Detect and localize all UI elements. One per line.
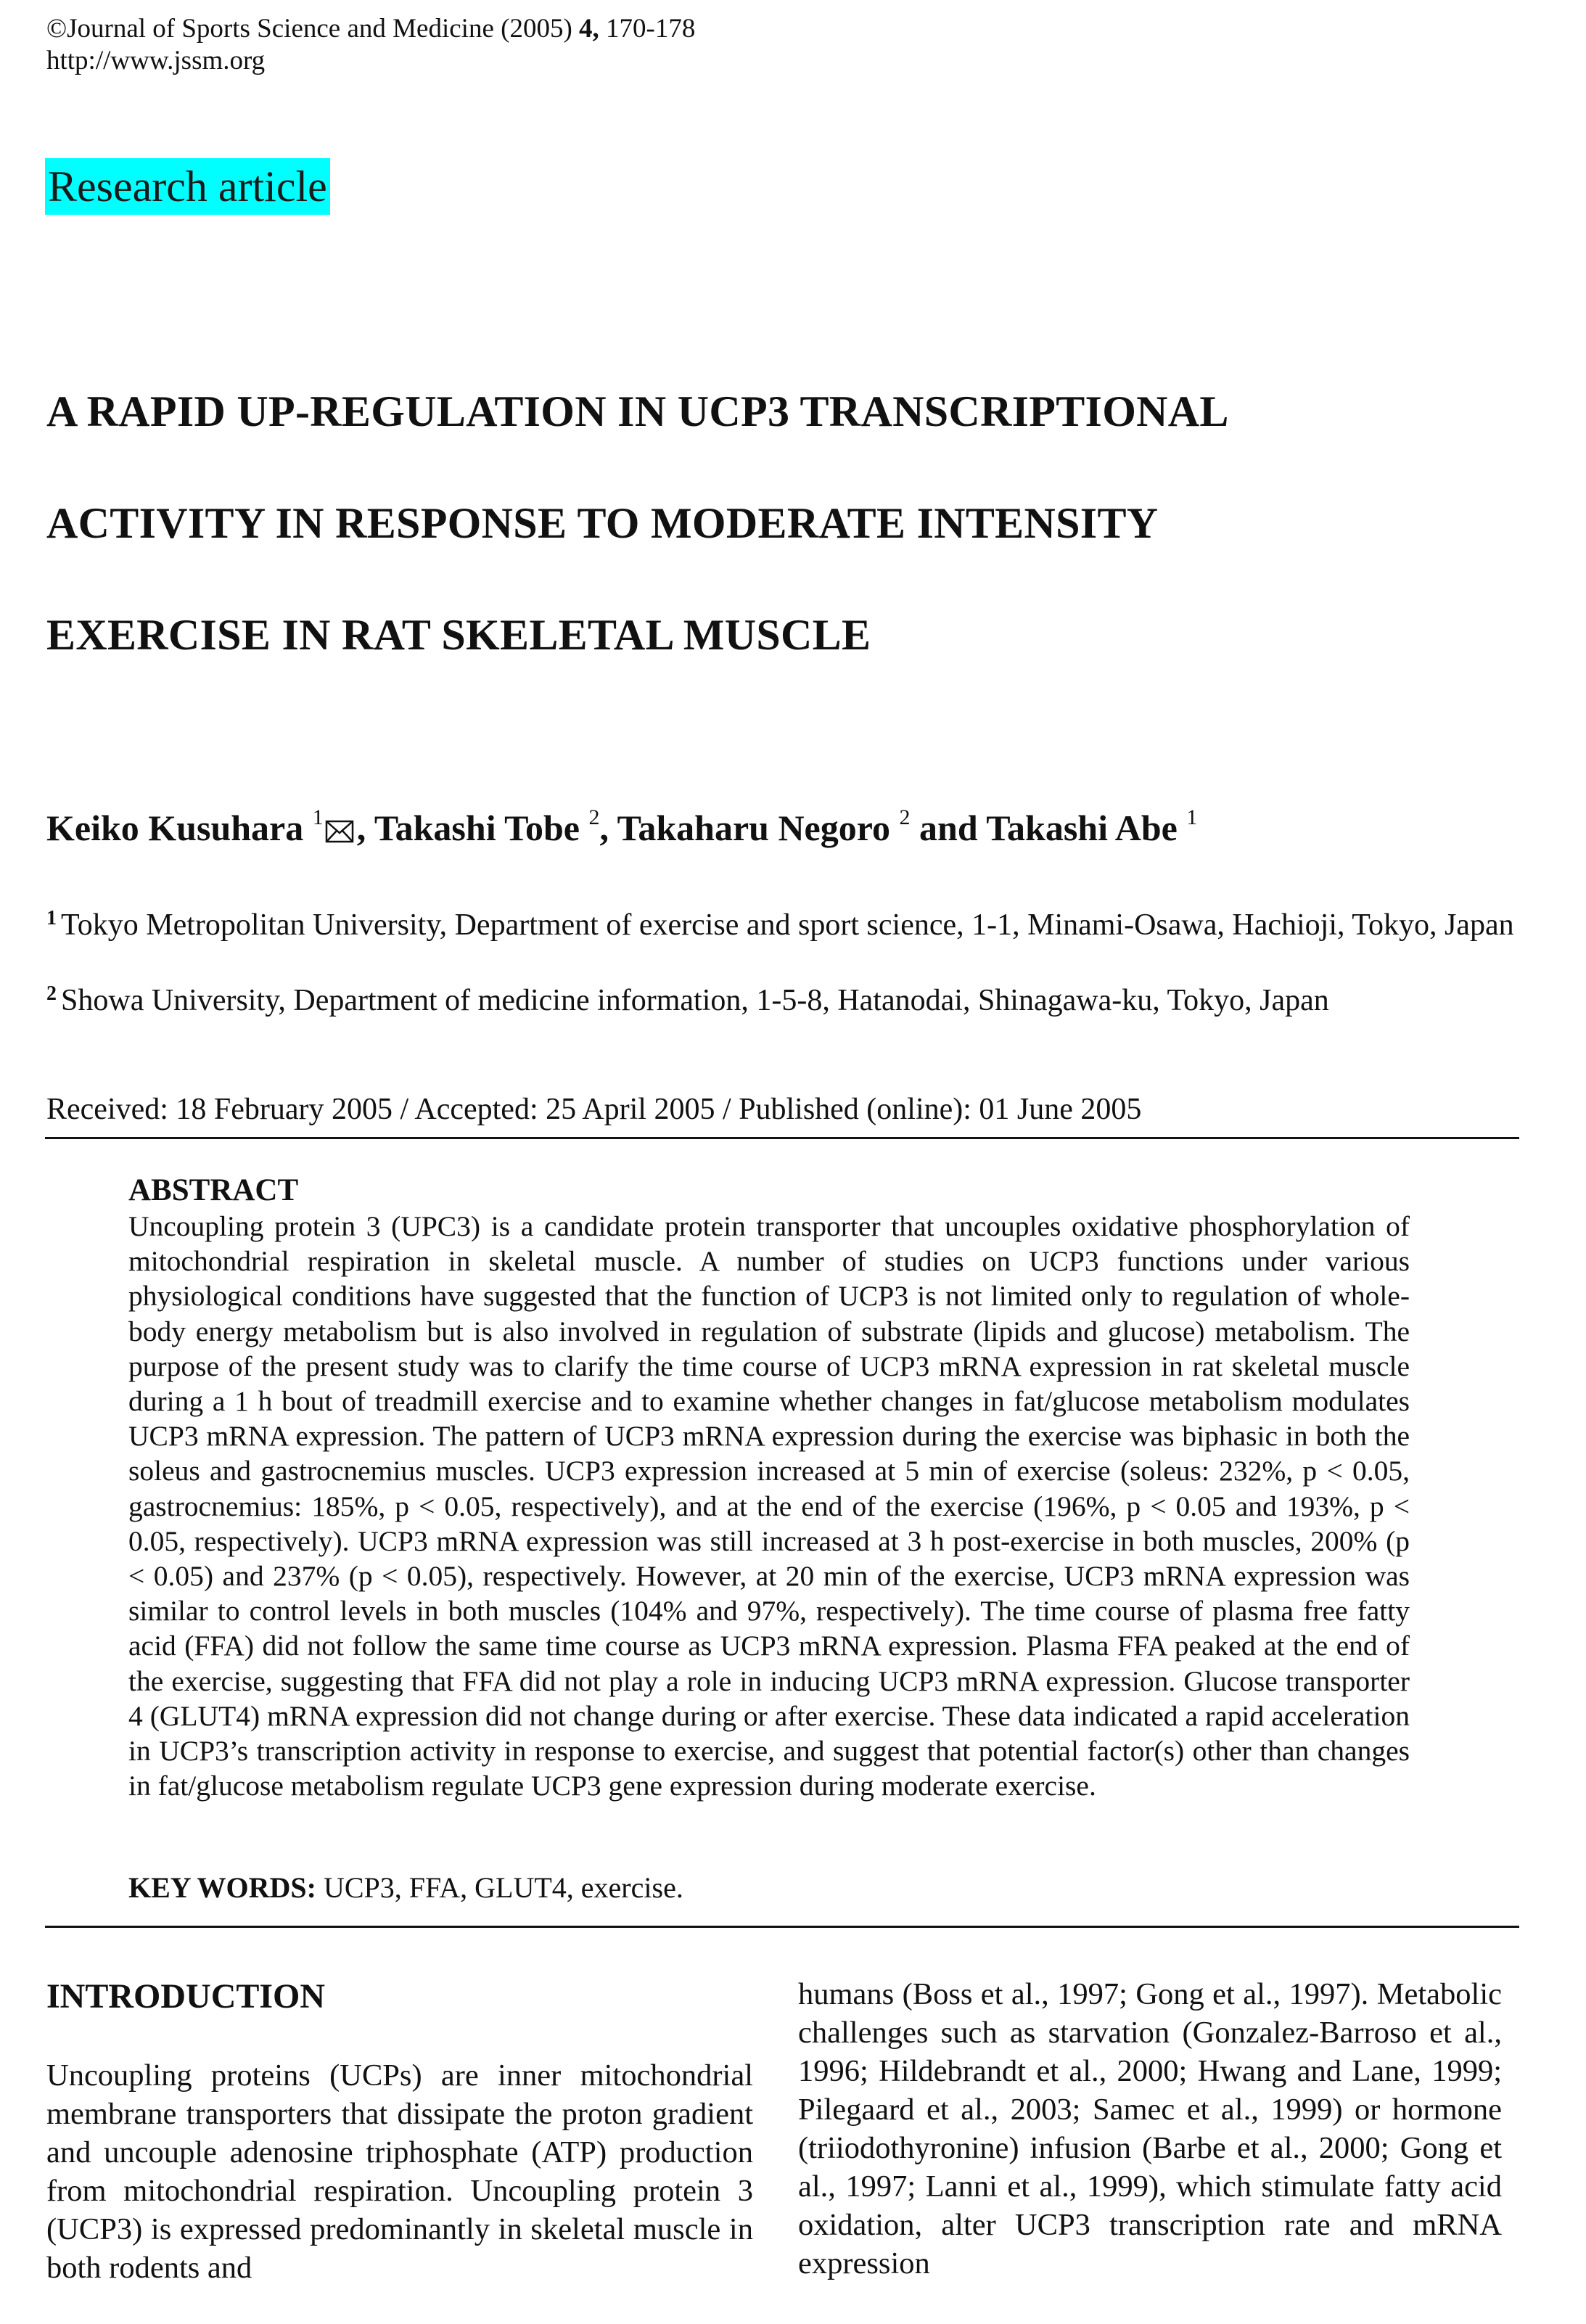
publication-dates: Received: 18 February 2005 / Accepted: 25 April 2005 / Published (online): 01 June 2005 [46, 1093, 1142, 1126]
author-name: Keiko Kusuhara [46, 808, 313, 848]
keywords [128, 1871, 683, 1905]
author-name: Takaharu Negoro [617, 808, 900, 848]
author-list [46, 805, 1197, 852]
author-affil-mark: 2 [899, 805, 911, 829]
author-name: Takashi Abe [986, 808, 1187, 848]
journal-volume: 4, [579, 14, 599, 44]
article-title [46, 356, 1541, 691]
author-affil-mark: 2 [588, 805, 600, 829]
affiliation-1 [46, 900, 1541, 944]
article-type-badge: Research article [45, 158, 330, 215]
abstract-text: Uncoupling protein 3 (UPC3) is a candidate protein transporter that uncouples oxidative phosphorylation of mitochondrial respiration in skeletal muscle. A number of studies on UCP3 functions under various physiological conditions have suggested that the function of UCP3 is not limited only to regulation of whole-body energy metabolism but is also involved in regulation of substrate (lipids and glucose) metabolism. The purpose of the present study was to clarify the time course of UCP3 mRNA expression in rat skeletal muscle during a 1 h bout of treadmill exercise and to examine whether changes in fat/glucose metabolism modulates UCP3 mRNA expression. The pattern of UCP3 mRNA expression during the exercise was biphasic in both the soleus and gastrocnemius muscles. UCP3 expression increased at 5 min of exercise (soleus: 232%, p < 0.05, gastrocnemius: 185%, p < 0.05, respectively), and at the end of the exercise (196%, p < 0.05 and 193%, p < 0.05, respectively). UCP3 mRNA expression was still increased at 3 h post-exercise in both muscles, 200% (p < 0.05) and 237% (p < 0.05), respectively. However, at 20 min of the exercise, UCP3 mRNA expression was similar to control levels in both muscles (104% and 97%, respectively). The time course of plasma free fatty acid (FFA) did not follow the same time course as UCP3 mRNA expression. Plasma FFA peaked at the end of the exercise, suggesting that FFA did not play a role in inducing UCP3 mRNA expression. Glucose transporter 4 (GLUT4) mRNA expression did not change during or after exercise. These data indicated a rapid acceleration in UCP3’s transcription activity in response to exercise, and suggest that potential factor(s) other than changes in fat/glucose metabolism regulate UCP3 gene expression during moderate exercise. [128, 1210, 1410, 1802]
author-name: Takashi Tobe [374, 808, 589, 848]
body-column-left [46, 1975, 753, 2287]
divider-bottom [45, 1926, 1519, 1928]
affiliation-2 [46, 975, 1541, 1019]
affiliation-number: 1 [46, 907, 57, 929]
title-line-1: A RAPID UP-REGULATION IN UCP3 TRANSCRIPTIONAL [46, 387, 1229, 435]
journal-citation [46, 13, 695, 45]
author-separator: , [599, 808, 617, 848]
journal-url[interactable]: http://www.jssm.org [46, 46, 266, 75]
author-affil-mark: 1 [312, 805, 324, 829]
author-separator: and [910, 808, 987, 848]
affiliation-text: Tokyo Metropolitan University, Department of exercise and sport science, 1-1, Minami-Osawa, Hachioji, Tokyo, Japan [61, 908, 1514, 942]
author-affil-mark: 1 [1186, 805, 1198, 829]
author-separator: , [356, 808, 374, 848]
journal-pages: 170-178 [599, 14, 696, 44]
divider-top [45, 1137, 1519, 1139]
keywords-text: UCP3, FFA, GLUT4, exercise. [316, 1871, 683, 1904]
title-line-3: EXERCISE IN RAT SKELETAL MUSCLE [46, 611, 871, 659]
keywords-label: KEY WORDS: [128, 1871, 316, 1904]
title-line-2: ACTIVITY IN RESPONSE TO MODERATE INTENSITY [46, 499, 1159, 547]
abstract-heading: ABSTRACT [128, 1173, 299, 1207]
affiliation-text: Showa University, Department of medicine information, 1-5-8, Hatanodai, Shinagawa-ku, Tokyo, Japan [61, 984, 1329, 1017]
introduction-text-left: Uncoupling proteins (UCPs) are inner mitochondrial membrane transporters that dissipate the proton gradient and uncouple adenosine triphosphate (ATP) production from mitochondrial respiration. Uncoupling protein 3 (UCP3) is expressed predominantly in skeletal muscle in both rodents and [46, 2058, 753, 2285]
journal-name: ©Journal of Sports Science and Medicine (2005) [46, 14, 580, 44]
introduction-heading: INTRODUCTION [46, 1977, 326, 2016]
introduction-text-right: humans (Boss et al., 1997; Gong et al., 1997). Metabolic challenges such as starvation (Gonzalez-Barroso et al., 1996; Hildebrandt et al., 2000; Hwang and Lane, 1999; Pilegaard et al., 2003; Samec et al., 1999) or hormone (triiodothyronine) infusion (Barbe et al., 2000; Gong et al., 1997; Lanni et al., 1999), which stimulate fatty acid oxidation, alter UCP3 transcription rate and mRNA expression [798, 1977, 1502, 2280]
envelope-icon[interactable] [325, 810, 354, 852]
affiliation-number: 2 [46, 982, 57, 1005]
